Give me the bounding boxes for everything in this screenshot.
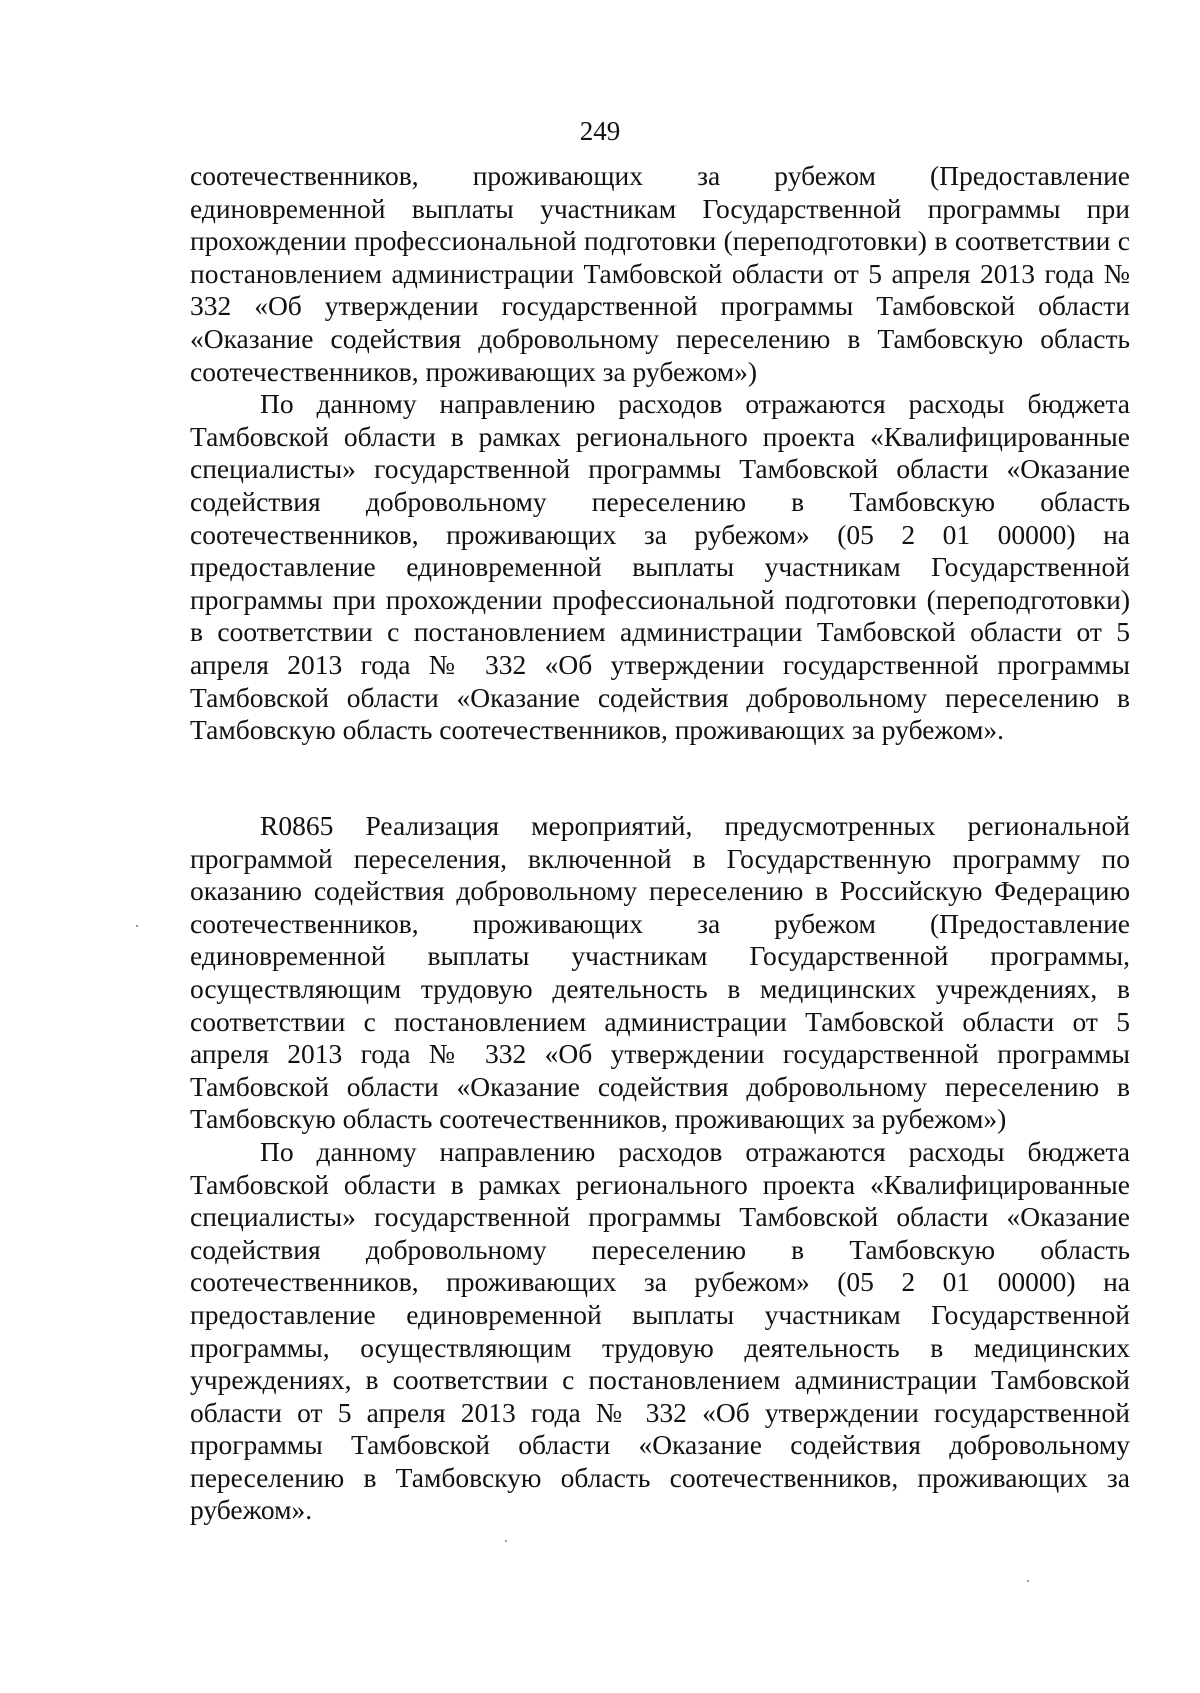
paragraph-r0865-description: По данному направлению расходов отражаются расходы бюджета Тамбовской области в рамках регионального проекта «Квалифицированные специалисты» государственной программы Тамбовской области «Оказание содействия добровольному переселению в Тамбовскую область соотечественников, проживающих за рубежом» (05 2 01 00000) на предоставление единовременной выплаты участникам Государственной программы, осуществляющим трудовую деятельность в медицинских учреждениях, в соответствии с постановлением администрации Тамбовской области от 5 апреля 2013 года № 332 «Об утверждении государственной программы Тамбовской области «Оказание содействия добровольному переселению в Тамбовскую область соотечественников, проживающих за рубежом». bbox=[190, 1135, 1130, 1526]
section-r0865 bbox=[190, 810, 1130, 1527]
scan-speck bbox=[505, 1540, 507, 1542]
paragraph-r0865-heading: R0865 Реализация мероприятий, предусмотренных региональной программой переселения, включенной в Государственную программу по оказанию содействия добровольному переселению в Российскую Федерацию соотечественников, проживающих за рубежом (Предоставление единовременной выплаты участникам Государственной программы, осуществляющим трудовую деятельность в медицинских учреждениях, в соответствии с постановлением администрации Тамбовской области от 5 апреля 2013 года № 332 «Об утверждении государственной программы Тамбовской области «Оказание содействия добровольному переселению в Тамбовскую область соотечественников, проживающих за рубежом») bbox=[190, 810, 1130, 1135]
page-number: 249 bbox=[579, 116, 621, 146]
scan-speck bbox=[1027, 1580, 1029, 1582]
section-continuation bbox=[190, 160, 1130, 747]
paragraph-heading-continuation: соотечественников, проживающих за рубежом (Предоставление единовременной выплаты участникам Государственной программы при прохождении профессиональной подготовки (переподготовки) в соответствии с постановлением администрации Тамбовской области от 5 апреля 2013 года № 332 «Об утверждении государственной программы Тамбовской области «Оказание содействия добровольному переселению в Тамбовскую область соотечественников, проживающих за рубежом») bbox=[190, 160, 1130, 387]
scan-speck bbox=[136, 925, 138, 927]
paragraph-expense-description: По данному направлению расходов отражаются расходы бюджета Тамбовской области в рамках регионального проекта «Квалифицированные специалисты» государственной программы Тамбовской области «Оказание содействия добровольному переселению в Тамбовскую область соотечественников, проживающих за рубежом» (05 2 01 00000) на предоставление единовременной выплаты участникам Государственной программы при прохождении профессиональной подготовки (переподготовки) в соответствии с постановлением администрации Тамбовской области от 5 апреля 2013 года № 332 «Об утверждении государственной программы Тамбовской области «Оказание содействия добровольному переселению в Тамбовскую область соотечественников, проживающих за рубежом». bbox=[190, 388, 1130, 746]
